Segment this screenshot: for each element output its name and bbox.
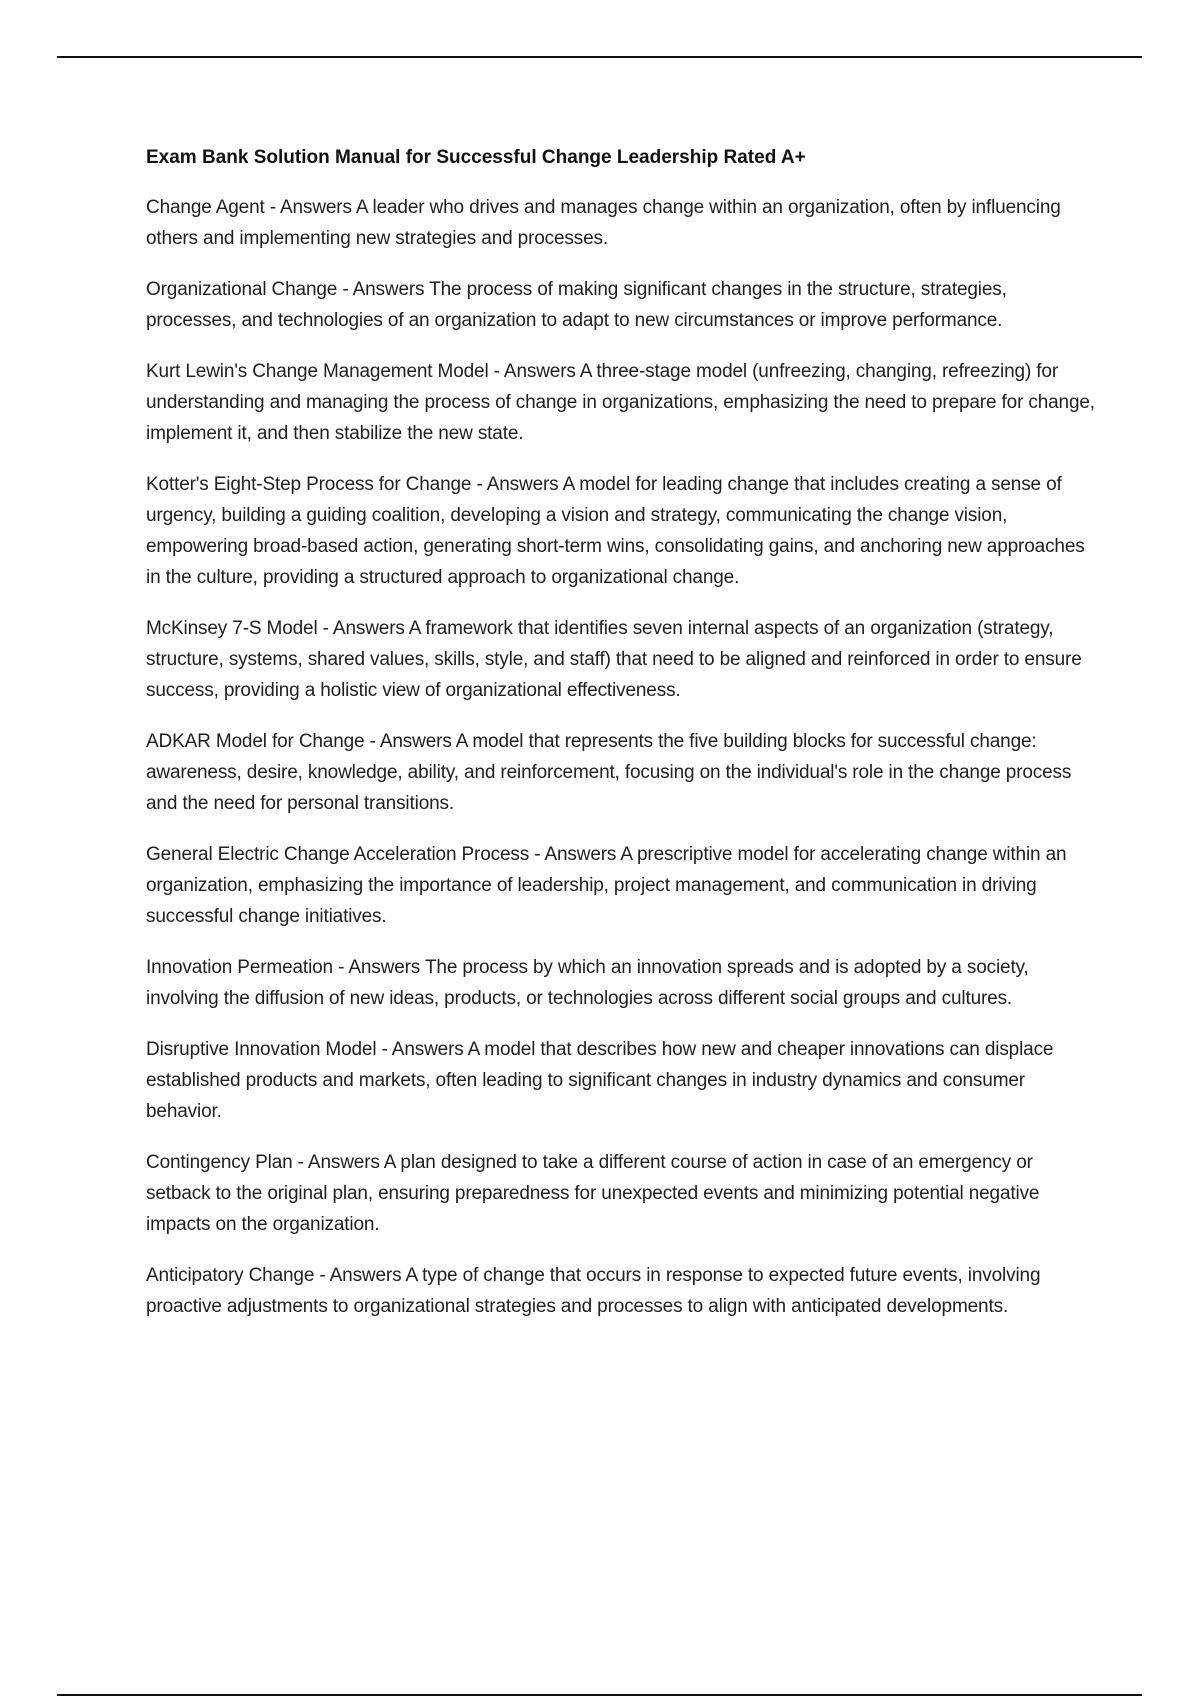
top-rule xyxy=(57,56,1142,58)
entry-ge-cap: General Electric Change Acceleration Process - Answers A prescriptive model for accelerating change within an organization, emphasizing the importance of leadership, project management, and communication in driving successful change initiatives. xyxy=(146,844,1067,927)
entry-innovation-permeation: Innovation Permeation - Answers The process by which an innovation spreads and is adopted by a society, involving the diffusion of new ideas, products, or technologies across different social groups and cultures. xyxy=(146,957,1029,1009)
bottom-rule xyxy=(57,1694,1142,1696)
entry-disruptive-innovation: Disruptive Innovation Model - Answers A model that describes how new and cheaper innovations can displace established products and markets, often leading to significant changes in industry dynamics and consumer behavior. xyxy=(146,1039,1054,1122)
entry-contingency-plan: Contingency Plan - Answers A plan designed to take a different course of action in case of an emergency or setback to the original plan, ensuring preparedness for unexpected events and minimizing potential negative impacts on the organization. xyxy=(146,1152,1040,1235)
entry-anticipatory-change: Anticipatory Change - Answers A type of change that occurs in response to expected future events, involving proactive adjustments to organizational strategies and processes to align with anticipated developments. xyxy=(146,1265,1041,1317)
entry-kotter-process: Kotter's Eight-Step Process for Change - Answers A model for leading change that includes creating a sense of urgency, building a guiding coalition, developing a vision and strategy, communicating the change vision, empowering broad-based action, generating short-term wins, consolidating gains, and anchoring new approaches in the culture, providing a structured approach to organizational change. xyxy=(146,474,1085,588)
entry-mckinsey-7s: McKinsey 7-S Model - Answers A framework that identifies seven internal aspects of an organization (strategy, structure, systems, shared values, skills, style, and staff) that need to be aligned and reinforced in order to ensure success, providing a holistic view of organizational effectiveness. xyxy=(146,618,1082,701)
document-title: Exam Bank Solution Manual for Successful Change Leadership Rated A+ xyxy=(146,147,806,168)
document-body xyxy=(146,144,1096,1342)
entry-adkar-model: ADKAR Model for Change - Answers A model that represents the five building blocks for successful change: awareness, desire, knowledge, ability, and reinforcement, focusing on the individual's role in the change process and the need for personal transitions. xyxy=(146,731,1072,814)
entry-change-agent: Change Agent - Answers A leader who drives and manages change within an organization, often by influencing others and implementing new strategies and processes. xyxy=(146,197,1061,249)
entry-lewin-model: Kurt Lewin's Change Management Model - Answers A three-stage model (unfreezing, changing, refreezing) for understanding and managing the process of change in organizations, emphasizing the need to prepare for change, implement it, and then stabilize the new state. xyxy=(146,361,1095,444)
entry-organizational-change: Organizational Change - Answers The process of making significant changes in the structure, strategies, processes, and technologies of an organization to adapt to new circumstances or improve performance. xyxy=(146,279,1007,331)
